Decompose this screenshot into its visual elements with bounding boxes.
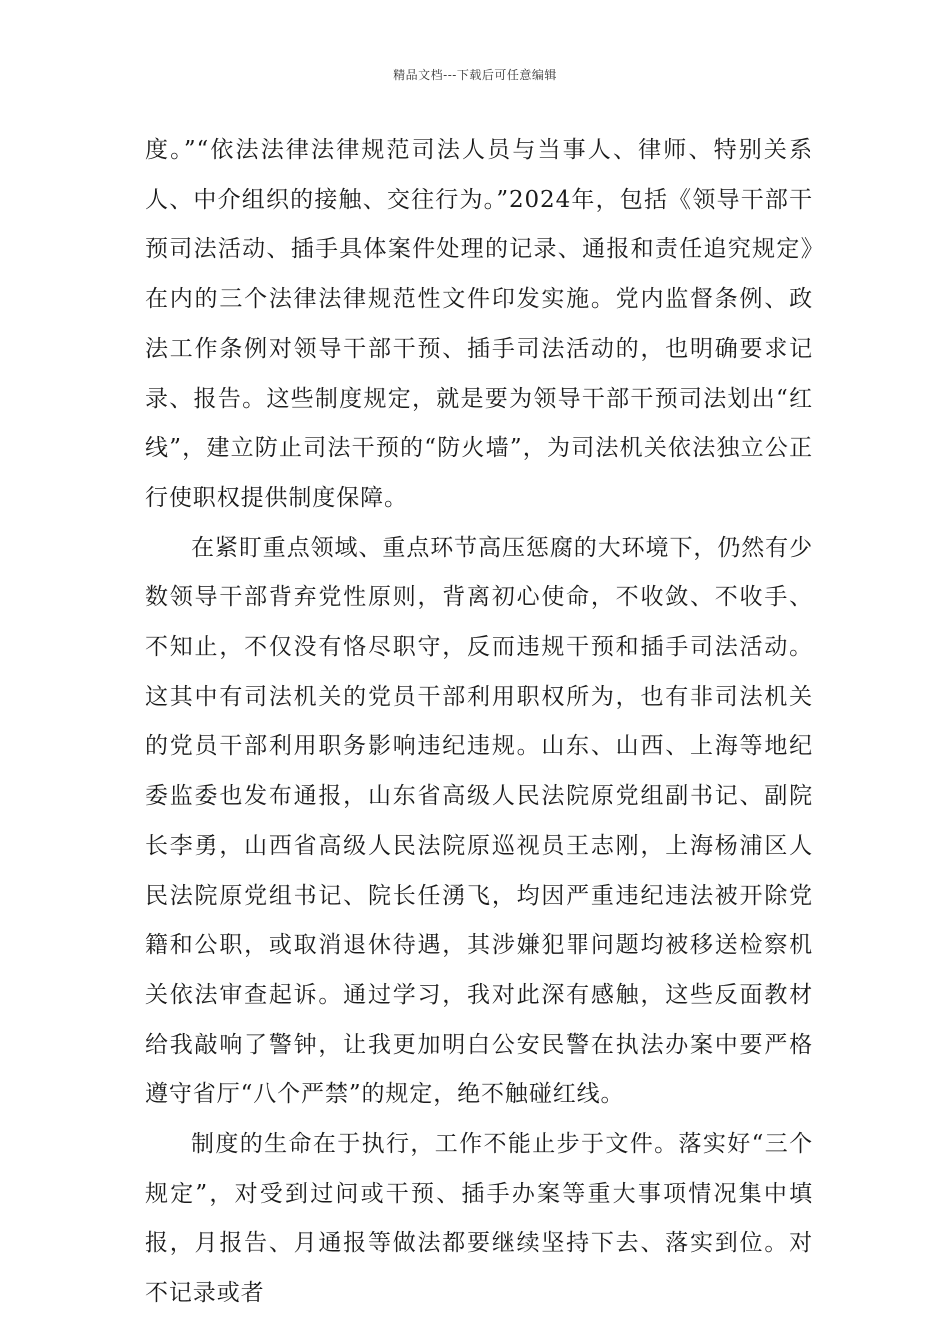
document-body [145, 126, 813, 1319]
paragraph-3: 制度的生命在于执行，工作不能止步于文件。落实好“三个规定”，对受到过问或干预、插手办案等重大事项情况集中填报，月报告、月通报等做法都要继续坚持下去、落实到位。对不记录或者 [145, 1131, 813, 1307]
paragraph-2: 在紧盯重点领域、重点环节高压惩腐的大环境下，仍然有少数领导干部背弃党性原则，背离初心使命，不收敛、不收手、不知止，不仅没有恪尽职守，反而违规干预和插手司法活动。这其中有司法机关的党员干部利用职权所为，也有非司法机关的党员干部利用职务影响违纪违规。山东、山西、上海等地纪委监委也发布通报，山东省高级人民法院原党组副书记、副院长李勇，山西省高级人民法院原巡视员王志刚，上海杨浦区人民法院原党组书记、院长任湧飞，均因严重违纪违法被开除党籍和公职，或取消退休待遇，其涉嫌犯罪问题均被移送检察机关依法审查起诉。通过学习，我对此深有感触，这些反面教材给我敲响了警钟，让我更加明白公安民警在执法办案中要严格遵守省厅“八个严禁”的规定，绝不触碰红线。 [145, 534, 813, 1108]
page-header: 精品文档---下载后可任意编辑 [393, 68, 557, 82]
paragraph-1: 度。”“依法法律法律规范司法人员与当事人、律师、特别关系人、中介组织的接触、交往行为。”2024年，包括《领导干部干预司法活动、插手具体案件处理的记录、通报和责任追究规定》在内的三个法律法律规范性文件印发实施。党内监督条例、政法工作条例对领导干部干预、插手司法活动的，也明确要求记录、报告。这些制度规定，就是要为领导干部干预司法划出“红线”，建立防止司法干预的“防火墙”，为司法机关依法独立公正行使职权提供制度保障。 [145, 137, 813, 511]
